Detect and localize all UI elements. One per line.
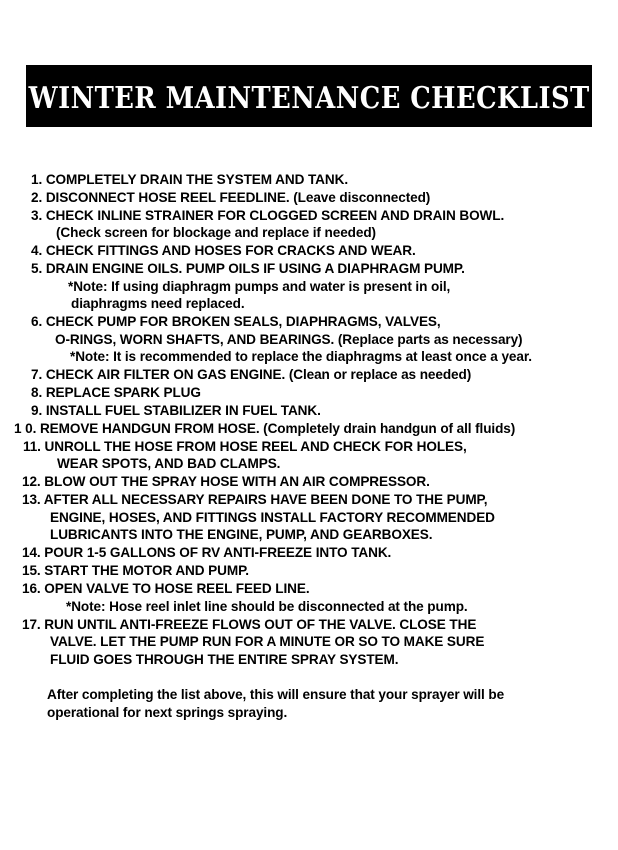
checklist-line: WEAR SPOTS, AND BAD CLAMPS. xyxy=(57,456,281,471)
checklist-line: 5. DRAIN ENGINE OILS. PUMP OILS IF USING A DIAPHRAGM PUMP. xyxy=(31,261,465,276)
page-title: WINTER MAINTENANCE CHECKLIST xyxy=(28,80,590,116)
title-banner xyxy=(26,65,592,127)
checklist-line: *Note: It is recommended to replace the diaphragms at least once a year. xyxy=(70,349,532,364)
checklist-line: 12. BLOW OUT THE SPRAY HOSE WITH AN AIR COMPRESSOR. xyxy=(22,474,430,489)
checklist-line: 9. INSTALL FUEL STABILIZER IN FUEL TANK. xyxy=(31,403,321,418)
checklist-line: 8. REPLACE SPARK PLUG xyxy=(31,385,201,400)
checklist-line: O-RINGS, WORN SHAFTS, AND BEARINGS. (Replace parts as necessary) xyxy=(55,332,523,347)
checklist-line: 6. CHECK PUMP FOR BROKEN SEALS, DIAPHRAGMS, VALVES, xyxy=(31,314,441,329)
checklist-line: *Note: Hose reel inlet line should be disconnected at the pump. xyxy=(66,599,468,614)
closing-line: operational for next springs spraying. xyxy=(47,705,288,720)
checklist-line: 11. UNROLL THE HOSE FROM HOSE REEL AND CHECK FOR HOLES, xyxy=(23,439,467,454)
checklist-line: (Check screen for blockage and replace if needed) xyxy=(56,225,376,240)
checklist-line: 3. CHECK INLINE STRAINER FOR CLOGGED SCREEN AND DRAIN BOWL. xyxy=(31,208,505,223)
checklist-line: LUBRICANTS INTO THE ENGINE, PUMP, AND GEARBOXES. xyxy=(50,527,433,542)
checklist-line: *Note: If using diaphragm pumps and water is present in oil, xyxy=(68,279,451,294)
closing-line: After completing the list above, this will ensure that your sprayer will be xyxy=(47,687,505,702)
checklist-line: 7. CHECK AIR FILTER ON GAS ENGINE. (Clean or replace as needed) xyxy=(31,367,472,382)
checklist-line: 1. COMPLETELY DRAIN THE SYSTEM AND TANK. xyxy=(31,172,348,187)
checklist-line: 16. OPEN VALVE TO HOSE REEL FEED LINE. xyxy=(22,581,310,596)
checklist-line: 13. AFTER ALL NECESSARY REPAIRS HAVE BEEN DONE TO THE PUMP, xyxy=(22,492,488,507)
checklist-line: ENGINE, HOSES, AND FITTINGS INSTALL FACTORY RECOMMENDED xyxy=(50,510,495,525)
checklist-line: diaphragms need replaced. xyxy=(71,296,245,311)
checklist-line: VALVE. LET THE PUMP RUN FOR A MINUTE OR SO TO MAKE SURE xyxy=(50,634,485,649)
checklist-line: 1 0. REMOVE HANDGUN FROM HOSE. (Completely drain handgun of all fluids) xyxy=(14,421,516,436)
checklist-line: 15. START THE MOTOR AND PUMP. xyxy=(22,563,249,578)
checklist-line: FLUID GOES THROUGH THE ENTIRE SPRAY SYSTEM. xyxy=(50,652,399,667)
checklist-line: 17. RUN UNTIL ANTI-FREEZE FLOWS OUT OF THE VALVE. CLOSE THE xyxy=(22,617,477,632)
checklist-line: 2. DISCONNECT HOSE REEL FEEDLINE. (Leave disconnected) xyxy=(31,190,431,205)
checklist-line: 14. POUR 1-5 GALLONS OF RV ANTI-FREEZE INTO TANK. xyxy=(22,545,392,560)
checklist-line: 4. CHECK FITTINGS AND HOSES FOR CRACKS AND WEAR. xyxy=(31,243,416,258)
